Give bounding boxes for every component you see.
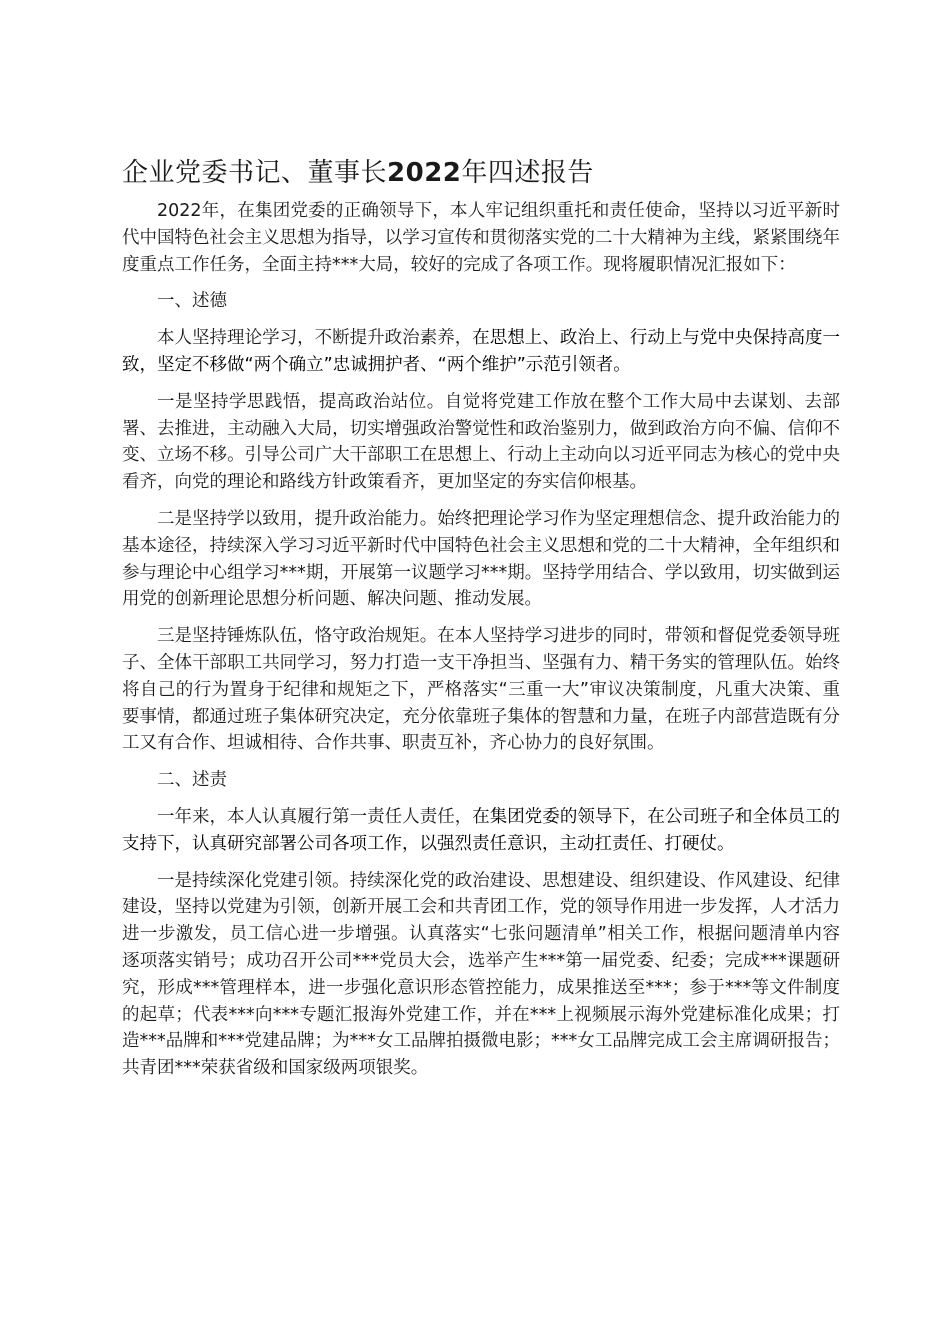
document-page xyxy=(122,150,840,1092)
section2-lead xyxy=(122,804,840,858)
section1-paragraph-2: 二是坚持学以致用，提升政治能力。始终把理论学习作为坚定理想信念、提升政治能力的基本途径，持续深入学习习近平新时代中国特色社会主义思想和党的二十大精神，全年组织和参与理论中心组学习***期，开展第一议题学习***期。坚持学用结合、学以致用，切实做到运用党的创新理论思想分析问题、解决问题、推动发展。 xyxy=(122,508,840,610)
section1-lead xyxy=(122,325,840,379)
section1-heading: 一、述德 xyxy=(157,291,227,312)
intro-paragraph: 2022年，在集团党委的正确领导下，本人牢记组织重托和责任使命，坚持以习近平新时代中国特色社会主义思想为指导，以学习宣传和贯彻落实党的二十大精神为主线，紧紧围绕年度重点工作任务，全面主持***大局，较好的完成了各项工作。现将履职情况汇报如下： xyxy=(122,201,840,275)
title-part2: 年四述报告 xyxy=(461,158,594,188)
section1-paragraph-3: 三是坚持锤炼队伍，恪守政治规矩。在本人坚持学习进步的同时，带领和督促党委领导班子、全体干部职工共同学习，努力打造一支干净担当、坚强有力、精干务实的管理队伍。始终将自己的行为置身于纪律和规矩之下，严格落实“三重一大”审议决策制度，凡重大决策、重要事情，都通过班子集体研究决定，充分依靠班子集体的智慧和力量，在班子内部营造既有分工又有合作、坦诚相待、合作共事、职责互补，齐心协力的良好氛围。 xyxy=(122,626,840,754)
title-year: 2022 xyxy=(387,158,462,188)
section1-lead-a: 本人坚持理论学习，不断提升政治素养， xyxy=(157,328,473,349)
document-title xyxy=(122,150,840,196)
section2-lead-b: 在集团党委的领导下，在公司班子和全体员工的支持下，认真研究部署公司各项工作，以强烈责任意识，主动扛责任、打硬仗。 xyxy=(122,806,841,854)
section1-paragraph-1: 一是坚持学思践悟，提高政治站位。自觉将党建工作放在整个工作大局中去谋划、去部署、去推进，主动融入大局，切实增强政治警觉性和政治鉴别力，做到政治方向不偏、信仰不变、立场不移。引导公司广大干部职工在思想上、行动上主动向以习近平同志为核心的党中央看齐，向党的理论和路线方针政策看齐，更加坚定的夯实信仰根基。 xyxy=(122,391,840,493)
title-part1: 企业党委书记、董事长 xyxy=(122,158,388,188)
section1-lead-b: 在思想上、政治上、行动上与党中央保持高度一致，坚定不移做“两个确立”忠诚拥护者、“两个维护”示范引领者。 xyxy=(122,328,841,375)
section2-lead-a: 一年来，本人认真履行第一责任人责任， xyxy=(157,806,473,827)
section2-heading: 二、述责 xyxy=(157,770,227,791)
section2-paragraph-1: 一是持续深化党建引领。持续深化党的政治建设、思想建设、组织建设、作风建设、纪律建设，坚持以党建为引领，创新开展工会和共青团工作，党的领导作用进一步发挥，人才活力进一步激发，员工信心进一步增强。认真落实“七张问题清单”相关工作，根据问题清单内容逐项落实销号；成功召开公司***党员大会，选举产生***第一届党委、纪委；完成***课题研究，形成***管理样本，进一步强化意识形态管控能力，成果推送至***；参于***等文件制度的起草；代表***向***专题汇报海外党建工作，并在***上视频展示海外党建标准化成果；打造***品牌和***党建品牌；为***女工品牌拍摄微电影；***女工品牌完成工会主席调研报告；共青团***荣获省级和国家级两项银奖。 xyxy=(122,870,840,1079)
